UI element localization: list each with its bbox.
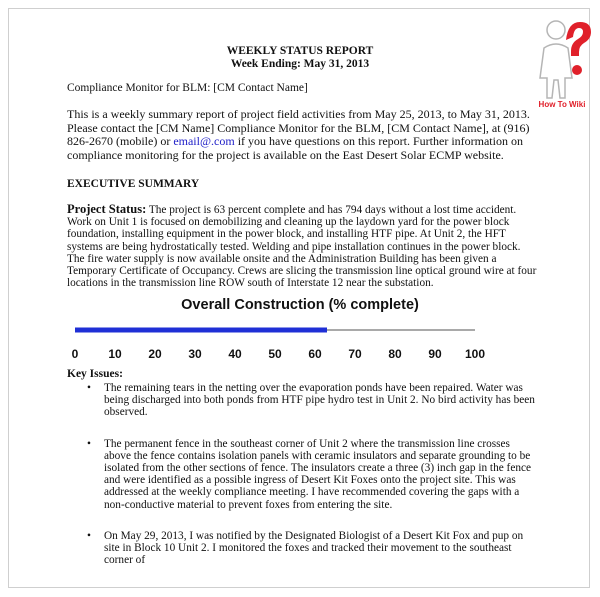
how-to-wiki-logo [532,12,592,110]
tick-label: 70 [348,347,362,361]
key-issues-heading: Key Issues: [67,368,123,380]
key-issue-item: • The permanent fence in the southeast corner of Unit 2 where the transmission line crosses above the fence contains isolation panels with ceramic insulators and separate grounding to be isolated from the other sections of fence. The insulators create a three (3) inch gap in the fence and were identified as a possible ingress of Desert Kit Foxes onto the project site. This was addressed at the weekly compliance meeting. I have recommended covering the gaps with a non-conductive material to prevent foxes from entering the site. [67,438,537,511]
week-ending: Week Ending: May 31, 2013 [230,58,370,70]
question-mark-person-icon [532,12,592,110]
chart-title: Overall Construction (% complete) [181,297,419,313]
executive-summary-heading: EXECUTIVE SUMMARY [67,178,200,190]
report-title: WEEKLY STATUS REPORT [226,45,374,57]
key-issues-list [67,382,537,585]
email-link[interactable]: email@.com [173,134,235,149]
tick-label: 90 [428,347,442,361]
tick-label: 0 [71,347,79,361]
construction-progress-chart [60,318,500,364]
logo-label: How To Wiki [538,100,586,109]
tick-label: 20 [148,347,162,361]
tick-label: 60 [308,347,322,361]
tick-label: 10 [108,347,122,361]
intro-paragraph [67,108,537,162]
tick-label: 50 [268,347,282,361]
project-status-label: Project Status: [67,202,147,216]
intro-text-after: if you have questions on this report. Further information on compliance monitoring for the project is available on the East Desert Solar ECMP website. [67,134,523,162]
tick-label: 40 [228,347,242,361]
tick-label: 100 [464,347,486,361]
project-status-text: The project is 63 percent complete and has 794 days without a lost time accident. Work on Unit 1 is focused on demobilizing and cleaning up the laydown yard for the power block foundation, installing equipment in the power block, and installing HTF pipe. At Unit 2, the HFT systems are being hydrostatically tested. Welding and pipe installation continues in the power block. The fire water supply is now available onsite and the Administration Building has been given a Temporary Certificate of Occupancy. Crews are slicing the transmission line optical ground wire at four locations in the transmission line ROW south of Interstate 12 near the substation. [67,204,537,290]
intro-text-before: This is a weekly summary report of project field activities from May 25, 2013, to May 31, 2013. Please contact the [CM Name] Compliance Monitor for the BLM, [CM Contact Name], at (916) 826-2670 (mobile) or [67,107,530,149]
tick-label: 30 [188,347,202,361]
key-issue-item: • The remaining tears in the netting over the evaporation ponds have been repaired. Water was being discharged into both ponds from HTF pipe hydro test in Unit 2. No bird activity has been observed. [67,382,537,419]
compliance-monitor-line: Compliance Monitor for BLM: [CM Contact Name] [67,82,308,94]
project-status-paragraph [67,203,539,289]
key-issue-item: • On May 29, 2013, I was notified by the Designated Biologist of a Desert Kit Fox and pup on site in Block 10 Unit 2. I monitored the foxes and tracked their movement to the southeast corner of [67,530,537,567]
tick-label: 80 [388,347,402,361]
